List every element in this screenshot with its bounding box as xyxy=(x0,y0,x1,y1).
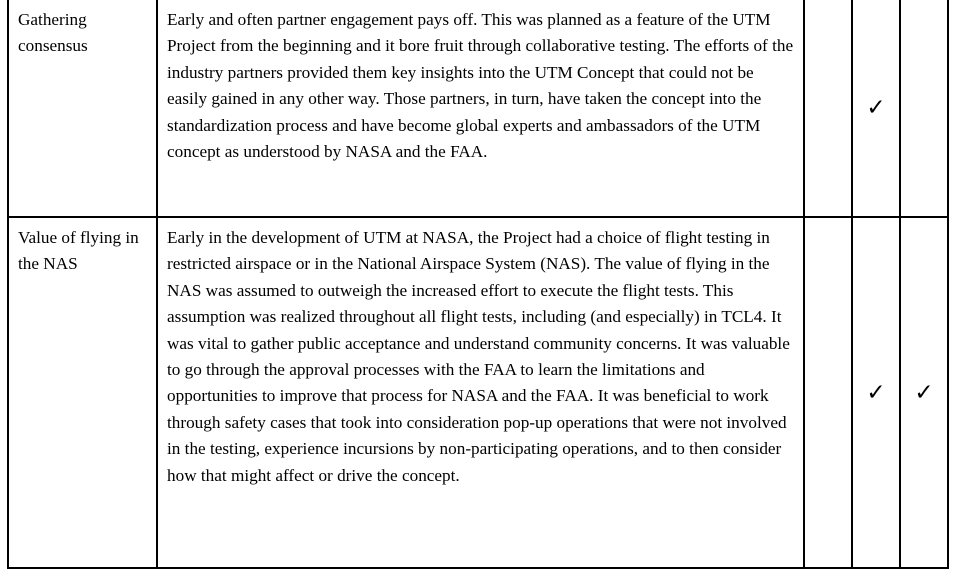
row-description-cell: Early in the development of UTM at NASA, the Project had a choice of flight testing in restricted airspace or in the National Airspace System (NAS). The value of flying in the NAS was assumed to outweigh the increased effort to execute the flight tests. This assumption was realized throughout all flight tests, including (and especially) in TCL4. It was vital to gather public acceptance and understand community concerns. It was valuable to go through the approval processes with the FAA to learn the limitations and opportunities to improve that process for NASA and the FAA. It was beneficial to work through safety cases that took into consideration pop-up operations that were not involved in the testing, experience incursions by non-participating operations, and to then consider how that might affect or drive the concept. xyxy=(157,217,804,568)
check-cell-2: ✓ xyxy=(852,217,900,568)
row-topic-cell: Value of flying in the NAS xyxy=(8,217,157,568)
lessons-learned-table xyxy=(7,0,949,569)
table-row xyxy=(8,0,948,217)
row-topic-cell: Gathering consensus xyxy=(8,0,157,217)
table-row xyxy=(8,217,948,568)
check-cell-2: ✓ xyxy=(852,0,900,217)
check-cell-1 xyxy=(804,0,852,217)
check-cell-3: ✓ xyxy=(900,217,948,568)
check-cell-1 xyxy=(804,217,852,568)
row-description-cell: Early and often partner engagement pays off. This was planned as a feature of the UTM Project from the beginning and it bore fruit through collaborative testing. The efforts of the industry partners provided them key insights into the UTM Concept that could not be easily gained in any other way. Those partners, in turn, have taken the concept into the standardization process and have become global experts and ambassadors of the UTM concept as understood by NASA and the FAA. xyxy=(157,0,804,217)
check-cell-3 xyxy=(900,0,948,217)
